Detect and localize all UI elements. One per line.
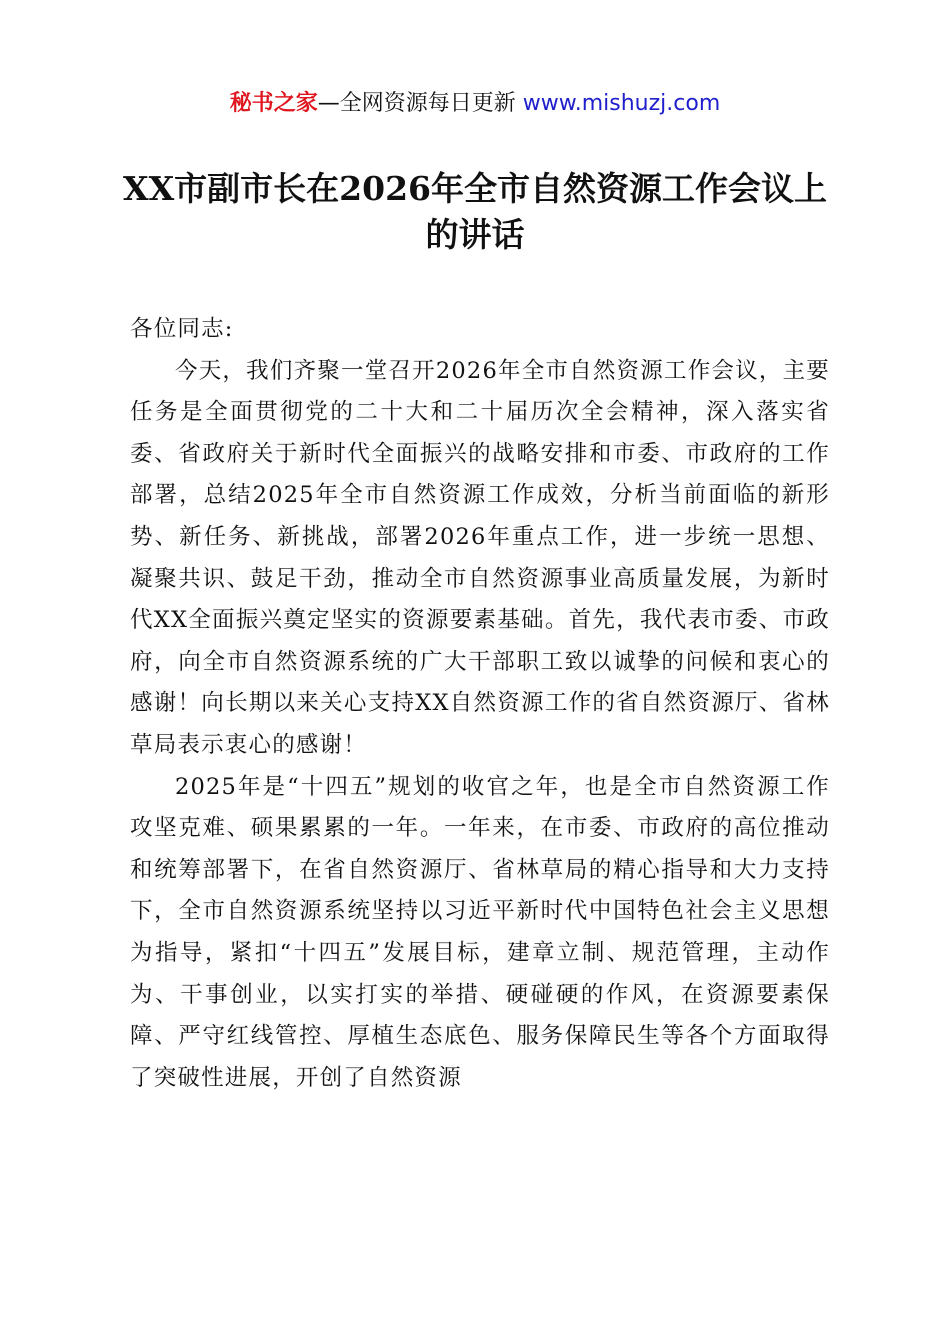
paragraph: 2025年是“十四五”规划的收官之年，也是全市自然资源工作攻坚克难、硕果累累的一年。一年来，在市委、市政府的高位推动和统筹部署下，在省自然资源厅、省林草局的精心指导和大力支持下，全市自然资源系统坚持以习近平新时代中国特色社会主义思想为指导，紧扣“十四五”发展目标，建章立制、规范管理，主动作为、干事创业，以实打实的举措、硬碰硬的作风，在资源要素保障、严守红线管控、厚植生态底色、服务保障民生等各个方面取得了突破性进展，开创了自然资源 bbox=[130, 773, 830, 1091]
site-header bbox=[0, 86, 950, 122]
paragraph: 今天，我们齐聚一堂召开2026年全市自然资源工作会议，主要任务是全面贯彻党的二十大和二十届历次全会精神，深入落实省委、省政府关于新时代全面振兴的战略安排和市委、市政府的工作部署，总结2025年全市自然资源工作成效，分析当前面临的新形势、新任务、新挑战，部署2026年重点工作，进一步统一思想、凝聚共识、鼓足干劲，推动全市自然资源事业高质量发展，为新时代XX全面振兴奠定坚实的资源要素基础。首先，我代表市委、市政府，向全市自然资源系统的广大干部职工致以诚挚的问候和衷心的感谢！向长期以来关心支持XX自然资源工作的省自然资源厅、省林草局表示衷心的感谢！ bbox=[130, 357, 830, 758]
site-brand: 秘书之家 bbox=[229, 91, 318, 116]
site-url-link[interactable]: www.mishuzj.com bbox=[522, 91, 721, 116]
document-body bbox=[130, 309, 830, 1099]
salutation: 各位同志: bbox=[130, 316, 234, 342]
document-title: XX市副市长在2026年全市自然资源工作会议上的讲话 bbox=[122, 169, 828, 254]
site-slogan: —全网资源每日更新 bbox=[317, 91, 523, 116]
